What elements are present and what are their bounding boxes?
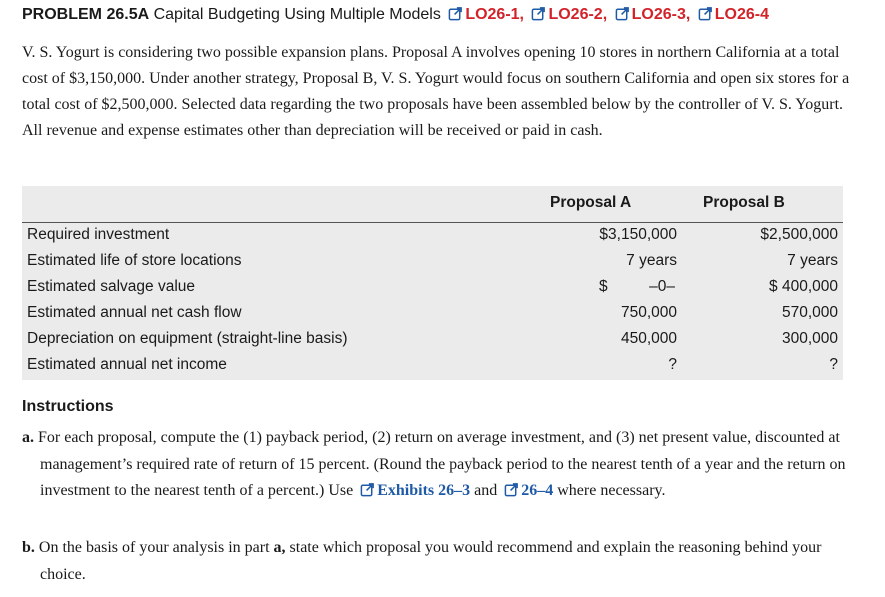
table-row — [22, 223, 843, 249]
instruction-a-text: For each proposal, compute the (1) payback period, (2) return on average investment, and (3) net present value, discounted at management’s required rate of return of 15 percent. (Round the payback period to the nearest tenth of a year and the return on investment to the nearest tenth of a percent.) Use — [38, 429, 846, 499]
proposal-a-value: 750,000 — [620, 304, 677, 321]
proposal-b-value: ? — [829, 356, 838, 373]
item-marker-a: a. — [22, 429, 34, 446]
proposal-a-value: $3,150,000 — [599, 226, 677, 243]
proposal-a-value: –0– — [649, 278, 675, 295]
row-label: Estimated annual net income — [27, 356, 227, 373]
column-header-proposal-b: Proposal B — [703, 194, 785, 211]
proposal-a-value: 450,000 — [620, 330, 677, 347]
proposal-a-value: ? — [668, 356, 677, 373]
instruction-b-tail: state which proposal you would recommend and explain the reasoning behind your choice. — [40, 539, 822, 583]
external-link-icon[interactable] — [698, 6, 713, 21]
problem-number: PROBLEM 26.5A — [22, 6, 150, 23]
lo-link-1[interactable]: LO26-1, — [465, 6, 524, 23]
instruction-a-tail: where necessary. — [557, 482, 666, 499]
instruction-a-and: and — [474, 482, 498, 499]
external-link-icon[interactable] — [360, 482, 375, 497]
table-row — [22, 275, 843, 301]
external-link-icon[interactable] — [504, 482, 519, 497]
row-label: Required investment — [27, 226, 170, 243]
proposal-a-value: 7 years — [626, 252, 677, 269]
instruction-b-text: On the basis of your analysis in part — [38, 539, 270, 556]
table-row — [22, 301, 843, 327]
problem-header — [22, 6, 769, 24]
table-row — [22, 353, 843, 379]
instruction-b — [22, 535, 852, 588]
lo-link-4[interactable]: LO26-4 — [714, 6, 769, 23]
exhibit-26-3-link[interactable]: Exhibits 26–3 — [377, 482, 471, 499]
instructions-title: Instructions — [22, 398, 114, 415]
row-label: Estimated salvage value — [27, 278, 196, 295]
external-link-icon[interactable] — [531, 6, 546, 21]
dollar-sign: $ — [599, 278, 608, 295]
row-label: Estimated annual net cash flow — [27, 304, 242, 321]
intro-paragraph: V. S. Yogurt is considering two possible expansion plans. Proposal A involves opening 10 stores in northern California at a total cost of $3,150,000. Under another strategy, Proposal B, V. S. Yogurt would focus on southern California and open six stores for a total cost of $2,500,000. Selected data regarding the two proposals have been assembled below by the controller of V. S. Yogurt. All revenue and expense estimates other than depreciation will be received or paid in cash. — [22, 44, 850, 139]
table-row — [22, 249, 843, 275]
external-link-icon[interactable] — [615, 6, 630, 21]
lo-link-3[interactable]: LO26-3, — [631, 6, 691, 23]
instruction-a — [22, 425, 852, 505]
problem-title: Capital Budgeting Using Multiple Models — [153, 6, 441, 23]
row-label: Estimated life of store locations — [27, 252, 242, 269]
table-row — [22, 327, 843, 353]
proposal-b-value: 300,000 — [781, 330, 838, 347]
part-a-reference: a, — [273, 539, 286, 556]
lo-link-2[interactable]: LO26-2, — [548, 6, 608, 23]
proposal-b-value: 570,000 — [781, 304, 838, 321]
item-marker-b: b. — [22, 539, 35, 556]
proposal-b-value: $2,500,000 — [760, 226, 838, 243]
proposal-b-value: 7 years — [787, 252, 838, 269]
row-label: Depreciation on equipment (straight-line basis) — [27, 330, 348, 347]
proposal-table — [22, 186, 843, 380]
column-header-proposal-a: Proposal A — [550, 194, 632, 211]
external-link-icon[interactable] — [448, 6, 463, 21]
proposal-b-value: $ 400,000 — [769, 278, 838, 295]
exhibit-26-4-link[interactable]: 26–4 — [521, 482, 554, 499]
